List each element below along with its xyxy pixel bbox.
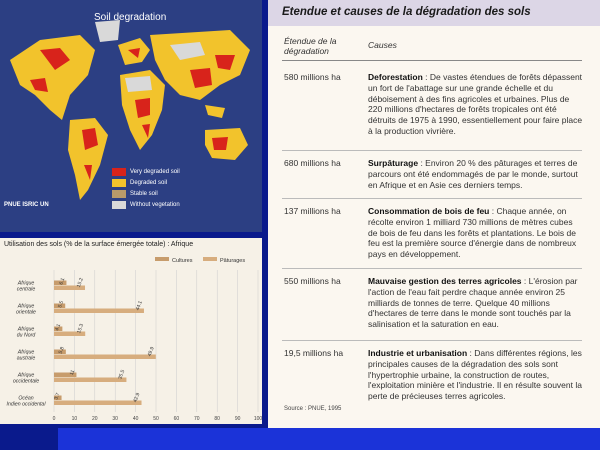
bar-value-label: 11 [68, 369, 77, 377]
category-label: Afrique [17, 349, 35, 356]
bar [54, 355, 156, 360]
row-cause [368, 348, 584, 402]
bar-value-label: 5.5 [57, 300, 66, 309]
bar-value-label: 3.7 [53, 392, 62, 401]
row-divider [282, 340, 582, 341]
cause-heading: Mauvaise gestion des terres agricoles [368, 276, 522, 286]
source-note: Source : PNUE, 1995 [284, 406, 342, 412]
legend-swatch [112, 201, 126, 209]
x-tick-label: 80 [214, 416, 220, 422]
chart-legend-swatch [155, 257, 169, 261]
x-tick-label: 10 [71, 416, 78, 422]
row-cause [368, 72, 584, 137]
legend-item [112, 199, 180, 210]
legend-label: Very degraded soil [130, 168, 180, 175]
x-tick-label: 40 [132, 416, 139, 422]
chart-legend-swatch [203, 257, 217, 261]
cause-heading: Industrie et urbanisation [368, 348, 468, 358]
column-header-causes: Causes [368, 40, 397, 50]
category-label: du Nord [16, 332, 36, 339]
land-use-chart [0, 238, 262, 424]
map-title: Soil degradation [94, 12, 167, 23]
cause-text: : Environ 20 % des pâturages et terres de parcours ont été endommagés de par le monde, surtout en Afrique et en Asie ces derniers temps. [368, 158, 578, 190]
legend-swatch [112, 190, 126, 198]
bar-value-label: 15.2 [75, 277, 85, 289]
row-extent: 580 millions ha [284, 72, 341, 82]
map-legend [112, 166, 180, 210]
bar-value-label: 49.9 [146, 346, 156, 358]
category-label: Afrique [17, 372, 35, 379]
x-tick-label: 20 [92, 416, 98, 422]
x-tick-label: 70 [194, 416, 200, 422]
bar-value-label: 5.8 [57, 346, 66, 355]
legend-swatch [112, 179, 126, 187]
cause-text: : L'érosion par l'action de l'eau fait perdre chaque année environ 25 milliards de tonnes de terre. Quelque 40 millions d'hectares de terre dans le monde sont touchés par la salinisation et la saturation en eau. [368, 276, 578, 330]
category-label: Afrique [17, 303, 35, 310]
category-label: centrale [16, 286, 36, 293]
row-cause [368, 276, 584, 330]
category-label: Océan [18, 395, 34, 402]
bar-value-label: 35.5 [117, 369, 127, 381]
cause-text: : Dans différentes régions, les principales causes de la dégradation des sols sont l'hypertrophie urbaine, la construction de routes, l'exploitation minière et l'industrie. Il en résulte souvent la perte de précieuses terres agricoles. [368, 348, 582, 402]
header-divider [282, 60, 582, 61]
row-cause [368, 158, 584, 190]
category-label: orientale [16, 309, 36, 316]
chart-legend-label: Cultures [172, 258, 193, 264]
cause-heading: Consommation de bois de feu [368, 206, 490, 216]
cause-text: : De vastes étendues de forêts dépassent un fort de l'abattage sur une grande échelle et du déboisement à des fins agricoles et urbaines. Plus de 220 millions d'hectares de forêts tropicales ont été détruits de 1975 à 1990, essentiellement pour faire place à la production vivrière. [368, 72, 583, 136]
bar-value-label: 4.1 [54, 323, 63, 332]
row-extent: 550 millions ha [284, 276, 341, 286]
chart-title: Utilisation des sols (% de la surface émergée totale) : Afrique [4, 241, 194, 248]
publisher-logos: PNUE ISRIC UN [4, 202, 49, 208]
category-label: occidentale [12, 378, 40, 385]
table-title: Etendue et causes de la dégradation des sols [282, 6, 531, 18]
cause-text: : Chaque année, on récolte environ 1 milliard 730 millions de mètres cubes de bois de feu dans les forêts et plantations. Le bois de feu est la première source d'énergie dans de nombreux pays en développement. [368, 206, 577, 260]
category-label: australe [16, 355, 36, 362]
soil-degradation-map [0, 0, 262, 232]
category-label: Afrique [17, 326, 35, 333]
row-cause [368, 206, 584, 260]
bar-value-label: 42.9 [132, 392, 142, 404]
x-tick-label: 100 [253, 416, 262, 422]
x-tick-label: 0 [52, 416, 56, 422]
legend-item [112, 166, 180, 177]
bar [54, 378, 126, 383]
row-extent: 137 millions ha [284, 206, 341, 216]
bottom-accent-strip [58, 428, 600, 450]
category-label: Indien occidental [6, 401, 46, 408]
row-divider [282, 198, 582, 199]
legend-label: Degraded soil [130, 179, 168, 186]
category-label: Afrique [17, 280, 35, 287]
bar-chart-svg [0, 252, 262, 422]
x-tick-label: 30 [112, 416, 118, 422]
x-tick-label: 90 [234, 416, 241, 422]
x-tick-label: 50 [153, 416, 159, 422]
row-extent: 680 millions ha [284, 158, 341, 168]
column-header-extent: Étendue de la dégradation [284, 36, 337, 56]
legend-item [112, 188, 180, 199]
bar-value-label: 15.3 [76, 323, 86, 335]
row-extent: 19,5 millions ha [284, 348, 344, 358]
legend-label: Stable soil [130, 190, 158, 197]
chart-legend-label: Pâturages [220, 258, 246, 264]
degradation-table [268, 0, 600, 428]
bar [54, 309, 144, 314]
bar-value-label: 44.1 [134, 300, 144, 312]
legend-swatch [112, 168, 126, 176]
legend-item [112, 177, 180, 188]
cause-heading: Surpâturage [368, 158, 419, 168]
row-divider [282, 150, 582, 151]
bar [54, 401, 142, 406]
row-divider [282, 268, 582, 269]
legend-label: Without vegetation [130, 201, 180, 208]
cause-heading: Deforestation [368, 72, 423, 82]
x-tick-label: 60 [173, 416, 180, 422]
bar-value-label: 6.1 [58, 277, 67, 286]
